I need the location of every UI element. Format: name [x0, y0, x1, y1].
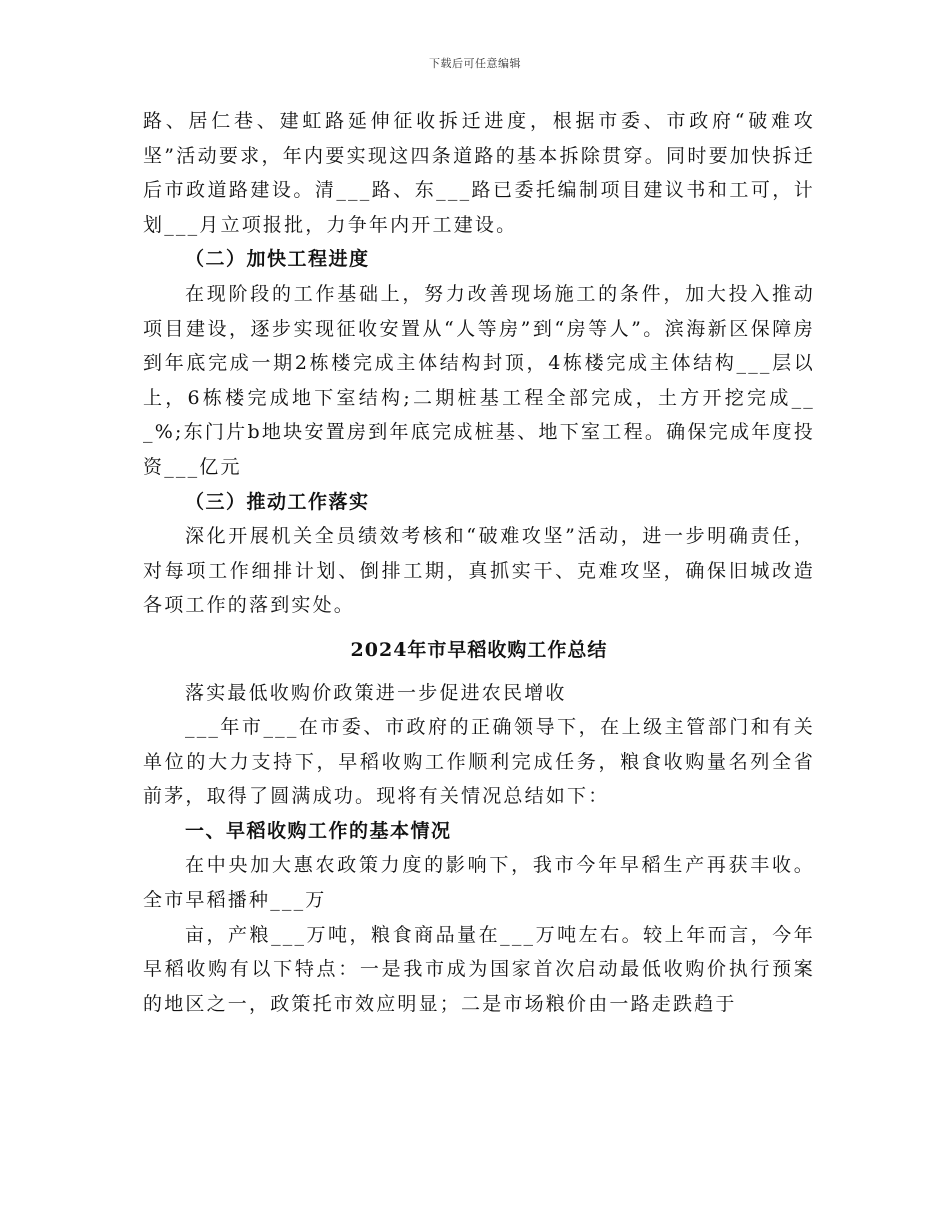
section-heading-basic-situation: 一、早稻收购工作的基本情况: [185, 819, 452, 842]
paragraph-harvest: 在中央加大惠农政策力度的影响下，我市今年早稻生产再获丰收。全市早稻播种___万: [143, 854, 815, 912]
paragraph-introduction: ___年市___在市委、市政府的正确领导下，在上级主管部门和有关单位的大力支持下，早稻收购工作顺利完成任务，粮食收购量名列全省前茅，取得了圆满成功。现将有关情况总结如下：: [143, 716, 815, 808]
section-heading-implement-work: （三）推动工作落实: [185, 490, 370, 513]
section-heading-speed-up-projects: （二）加快工程进度: [185, 248, 370, 271]
paragraph-demolition-progress: 路、居仁巷、建虹路延伸征收拆迁进度，根据市委、市政府“破难攻坚”活动要求，年内要实现这四条道路的基本拆除贯穿。同时要加快拆迁后市政道路建设。清___路、东___路已委托编制项目建议书和工可，计划___月立项报批，力争年内开工建设。: [143, 110, 815, 236]
paragraph-work-implementation: 深化开展机关全员绩效考核和“破难攻坚”活动，进一步明确责任，对每项工作细排计划、倒排工期，真抓实干、克难攻坚，确保旧城改造各项工作的落到实处。: [143, 525, 815, 617]
page-header: 下载后可任意编辑: [429, 57, 521, 70]
document-body: [143, 104, 815, 1021]
paragraph-purchase-features: 亩，产粮___万吨，粮食商品量在___万吨左右。较上年而言，今年早稻收购有以下特点：一是我市成为国家首次启动最低收购价执行预案的地区之一，政策托市效应明显；二是市场粮价由一路走跌趋于: [143, 923, 815, 1015]
paragraph-subtitle: 落实最低收购价政策进一步促进农民增收: [185, 681, 567, 704]
paragraph-project-progress: 在现阶段的工作基础上，努力改善现场施工的条件，加大投入推动项目建设，逐步实现征收安置从“人等房”到“房等人”。滨海新区保障房到年底完成一期2栋楼完成主体结构封顶，4栋楼完成主体结构___层以上，6栋楼完成地下室结构;二期桩基工程全部完成，土方开挖完成___%;东门片b地块安置房到年底完成桩基、地下室工程。确保完成年度投资___亿元: [143, 282, 815, 478]
document-title: 2024年市早稻收购工作总结: [350, 638, 608, 661]
